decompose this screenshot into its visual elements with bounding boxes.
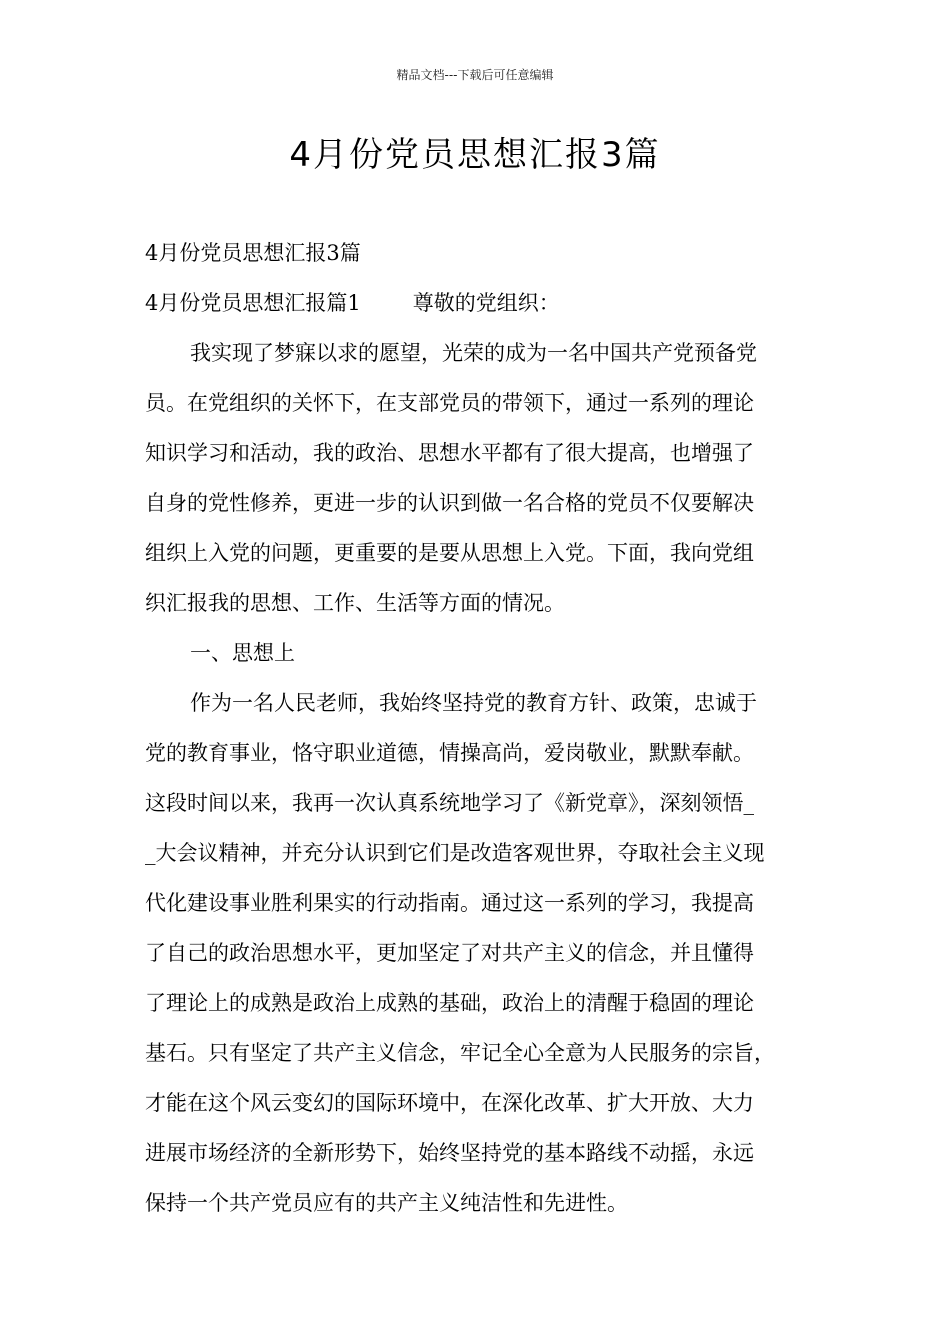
paragraph [145,328,817,628]
paragraph-line: 我实现了梦寐以求的愿望，光荣的成为一名中国共产党预备党 [190,341,757,365]
paragraph-line: 代化建设事业胜利果实的行动指南。通过这一系列的学习，我提高 [145,891,754,915]
paragraph-line: 才能在这个风云变幻的国际环境中，在深化改革、扩大开放、大力 [145,1091,754,1115]
paragraph-line: 作为一名人民老师，我始终坚持党的教育方针、政策，忠诚于 [190,691,757,715]
paragraph [145,678,817,1228]
paragraph-line: _大会议精神，并充分认识到它们是改造客观世界，夺取社会主义现 [145,841,765,865]
document-title: 4月份党员思想汇报3篇 [289,135,661,175]
greeting: 尊敬的党组织： [412,291,560,315]
document-subtitle: 4月份党员思想汇报3篇 [145,241,361,265]
paragraph-line: 知识学习和活动，我的政治、思想水平都有了很大提高，也增强了 [145,441,754,465]
document-body [145,228,817,1228]
section-part-label: 4月份党员思想汇报篇1 [145,291,361,315]
paragraph-line: 织汇报我的思想、工作、生活等方面的情况。 [145,591,565,615]
paragraph-line: 基石。只有坚定了共产主义信念，牢记全心全意为人民服务的宗旨， [145,1041,775,1065]
paragraph-line: 员。在党组织的关怀下，在支部党员的带领下，通过一系列的理论 [145,391,754,415]
paragraph-line: 党的教育事业，恪守职业道德，情操高尚，爱岗敬业，默默奉献。 [145,741,754,765]
paragraph-line: 自身的党性修养，更进一步的认识到做一名合格的党员不仅要解决 [145,491,754,515]
paragraph-line: 进展市场经济的全新形势下，始终坚持党的基本路线不动摇，永远 [145,1141,754,1165]
paragraph-line: 了自己的政治思想水平，更加坚定了对共产主义的信念，并且懂得 [145,941,754,965]
header-note: 精品文档---下载后可任意编辑 [396,68,554,82]
section-subheading: 一、思想上 [190,641,295,665]
paragraph-line: 组织上入党的问题，更重要的是要从思想上入党。下面，我向党组 [145,541,754,565]
paragraph-line: 了理论上的成熟是政治上成熟的基础，政治上的清醒于稳固的理论 [145,991,754,1015]
paragraph [145,628,817,678]
section-heading [145,278,817,328]
paragraph-line: 这段时间以来，我再一次认真系统地学习了《新党章》，深刻领悟_ [145,791,754,815]
paragraph-line: 保持一个共产党员应有的共产主义纯洁性和先进性。 [145,1191,628,1215]
